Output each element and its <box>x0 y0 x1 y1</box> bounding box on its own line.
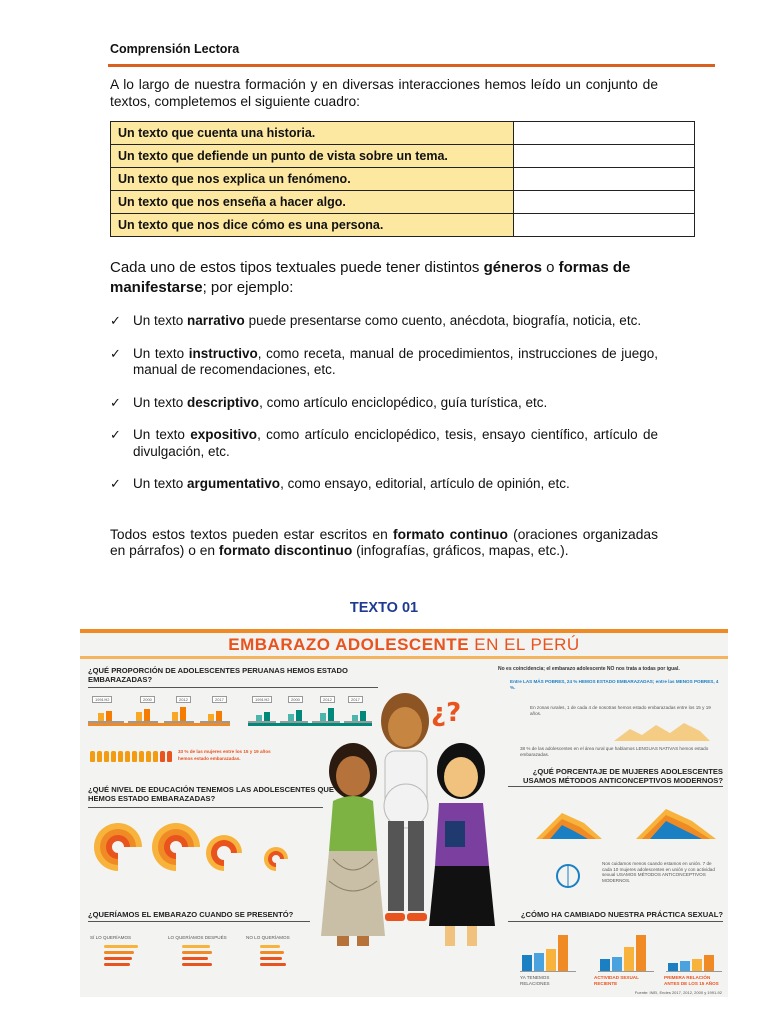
formats-text: Todos estos textos pueden estar escritos en <box>110 527 394 542</box>
anticonceptivos-mountains <box>532 799 722 847</box>
q5-label: YA TENEMOS RELACIONES <box>520 975 550 986</box>
bar-group <box>128 707 158 723</box>
intro-paragraph: A lo largo de nuestra formación y en diversas interacciones hemos leído un conjunto de textos, completemos el siguiente cuadro: <box>110 77 658 109</box>
q3-label: SÍ LO QUERÍAMOS <box>90 935 132 940</box>
formats-text: (infografías, gráficos, mapas, etc.). <box>352 542 569 558</box>
year-label: 2012 <box>176 696 191 703</box>
table-row <box>111 214 695 237</box>
lead-text: o <box>541 259 559 276</box>
infographic-sub-band <box>80 656 728 659</box>
list-item <box>110 346 658 379</box>
stat-rural: En zonas rurales, 1 de cada 4 de nosotras hemos estado embarazadas entre los 15 y 19 años. <box>530 705 711 716</box>
stat-7de10: Nos cuidamos menos cuando estamos en unión. 7 de cada 10 mujeres adolescentes en unión y con actividad sexual USAMOS MÉTODOS ANTICONCEPTIVOS MODERNOS. <box>602 861 715 883</box>
formats-bold-discontinuo: formato discontinuo <box>218 542 353 558</box>
item-text: Un texto <box>133 394 188 410</box>
answer-cell[interactable] <box>514 145 695 168</box>
item-text: Un texto <box>133 427 191 442</box>
svg-text:¿?: ¿? <box>431 698 462 728</box>
q5-label: PRIMERA RELACIÓN ANTES DE LOS 15 AÑOS <box>664 975 719 986</box>
map-graphic <box>612 719 712 743</box>
infographic-title-main: EMBARAZO ADOLESCENTE <box>228 635 470 654</box>
infographic <box>80 629 728 997</box>
year-label: 2000 <box>140 696 155 703</box>
table-row-label: Un texto que nos enseña a hacer algo. <box>111 191 514 214</box>
lead-text: ; por ejemplo: <box>202 279 294 296</box>
bar-group <box>164 707 194 723</box>
q3-label: LO QUERÍAMOS DESPUÉS <box>168 935 227 940</box>
check-icon: ✓ <box>110 476 121 491</box>
item-bold: argumentativo <box>187 476 281 491</box>
list-item <box>110 313 658 330</box>
year-label: 2017 <box>212 696 227 703</box>
header-rule <box>108 64 715 67</box>
text-types-table <box>110 121 695 237</box>
infographic-source: Fuente: INEI, Endes 2017, 2012, 2000 y 1991-92 <box>634 990 722 995</box>
formats-text: (oraciones organizadas en párrafos) o en <box>110 527 658 558</box>
question-wanted: ¿QUERÍAMOS EL EMBARAZO CUANDO SE PRESENTÓ? <box>88 910 294 919</box>
item-text: puede presentarse como cuento, anécdota, biografía, noticia, etc. <box>244 313 642 328</box>
infographic-top-band <box>80 629 728 633</box>
bar-group <box>88 707 124 723</box>
item-text: , como ensayo, editorial, artículo de opinión, etc. <box>280 476 570 491</box>
texto-01-title: TEXTO 01 <box>349 600 419 616</box>
lead-text: Cada uno de estos tipos textuales puede tener distintos <box>110 259 484 276</box>
table-row <box>111 145 695 168</box>
year-label: 2000 <box>288 696 303 703</box>
year-label: 1991/92 <box>252 696 272 703</box>
condom-icon <box>548 861 588 891</box>
q3-label: NO LO QUERÍAMOS <box>246 935 290 940</box>
question-proportion: ¿QUÉ PROPORCIÓN DE ADOLESCENTES PERUANAS HEMOS ESTADO EMBARAZADAS? <box>88 666 348 684</box>
item-text: , como artículo enciclopédico, tesis, ensayo científico, artículo de divulgación, etc. <box>133 427 658 459</box>
question-education: ¿QUÉ NIVEL DE EDUCACIÓN TENEMOS LAS ADOLESCENTES QUE HEMOS ESTADO EMBARAZADAS? <box>88 785 334 803</box>
table-row <box>111 168 695 191</box>
bar-group <box>200 707 230 723</box>
check-icon: ✓ <box>110 313 121 328</box>
year-label: 2017 <box>348 696 363 703</box>
year-label: 2012 <box>320 696 335 703</box>
bar-group <box>248 707 276 723</box>
question-practica-sexual: ¿CÓMO HA CAMBIADO NUESTRA PRÁCTICA SEXUAL? <box>520 910 723 919</box>
stat-33b: hemos estado embarazadas. <box>178 756 241 761</box>
divider <box>508 921 723 922</box>
bar-baseline <box>88 723 230 726</box>
item-text: , como receta, manual de procedimientos, instrucciones de juego, manual de recomendaciones, etc. <box>133 345 658 377</box>
item-text: Un texto <box>133 313 188 328</box>
answer-cell[interactable] <box>514 122 695 145</box>
stat-no-coincidencia: No es coincidencia; el embarazo adolescente NO nos trata a todas por igual. <box>498 666 680 672</box>
list-item <box>110 395 658 412</box>
examples-list <box>110 313 658 509</box>
item-text: Un texto <box>133 345 189 361</box>
item-bold: expositivo <box>190 427 258 442</box>
q5-label: ACTIVIDAD SEXUAL RECIENTE <box>594 975 639 986</box>
table-row <box>111 122 695 145</box>
answer-cell[interactable] <box>514 191 695 214</box>
table-row-label: Un texto que nos dice cómo es una persona. <box>111 214 514 237</box>
stat-pobres: Entre LAS MÁS POBRES, 24 % HEMOS ESTADO EMBARAZADAS; entre las MENOS POBRES, 4 %. <box>510 679 719 690</box>
stat-33: 33 % de las mujeres entre los 15 y 19 años <box>178 749 271 754</box>
item-bold: descriptivo <box>187 394 260 410</box>
item-bold: narrativo <box>187 313 245 328</box>
infographic-title <box>80 635 728 655</box>
item-text: , como artículo enciclopédico, guía turística, etc. <box>259 394 548 410</box>
check-icon: ✓ <box>110 345 121 361</box>
year-label: 1991/92 <box>92 696 112 703</box>
table-row-label: Un texto que defiende un punto de vista sobre un tema. <box>111 145 514 168</box>
list-item <box>110 476 658 493</box>
item-text: Un texto <box>133 476 188 491</box>
divider <box>508 786 723 787</box>
table-row-label: Un texto que cuenta una historia. <box>111 122 514 145</box>
table-row-label: Un texto que nos explica un fenómeno. <box>111 168 514 191</box>
answer-cell[interactable] <box>514 168 695 191</box>
formats-paragraph <box>110 527 658 558</box>
item-bold: instructivo <box>188 345 258 361</box>
list-item <box>110 427 658 460</box>
formats-bold-continuo: formato continuo <box>393 527 508 542</box>
three-girls-illustration <box>285 681 535 976</box>
answer-cell[interactable] <box>514 214 695 237</box>
check-icon: ✓ <box>110 394 121 410</box>
lead-bold-formas: formas de manifestarse <box>110 259 631 296</box>
lead-paragraph <box>110 258 658 298</box>
page-header-title: Comprensión Lectora <box>110 42 240 56</box>
infographic-title-sub: EN EL PERÚ <box>469 635 580 654</box>
table-row <box>111 191 695 214</box>
lead-bold-generos: géneros <box>483 259 542 276</box>
question-anticonceptivos: ¿QUÉ PORCENTAJE DE MUJERES ADOLESCENTES USAMOS MÉTODOS ANTICONCEPTIVOS MODERNOS? <box>523 767 723 785</box>
divider <box>88 921 310 922</box>
stat-lenguas: 38 % de las adolescentes en el área rural que hablamos LENGUAS NATIVAS hemos estado embarazadas. <box>520 746 709 757</box>
check-icon: ✓ <box>110 427 121 442</box>
